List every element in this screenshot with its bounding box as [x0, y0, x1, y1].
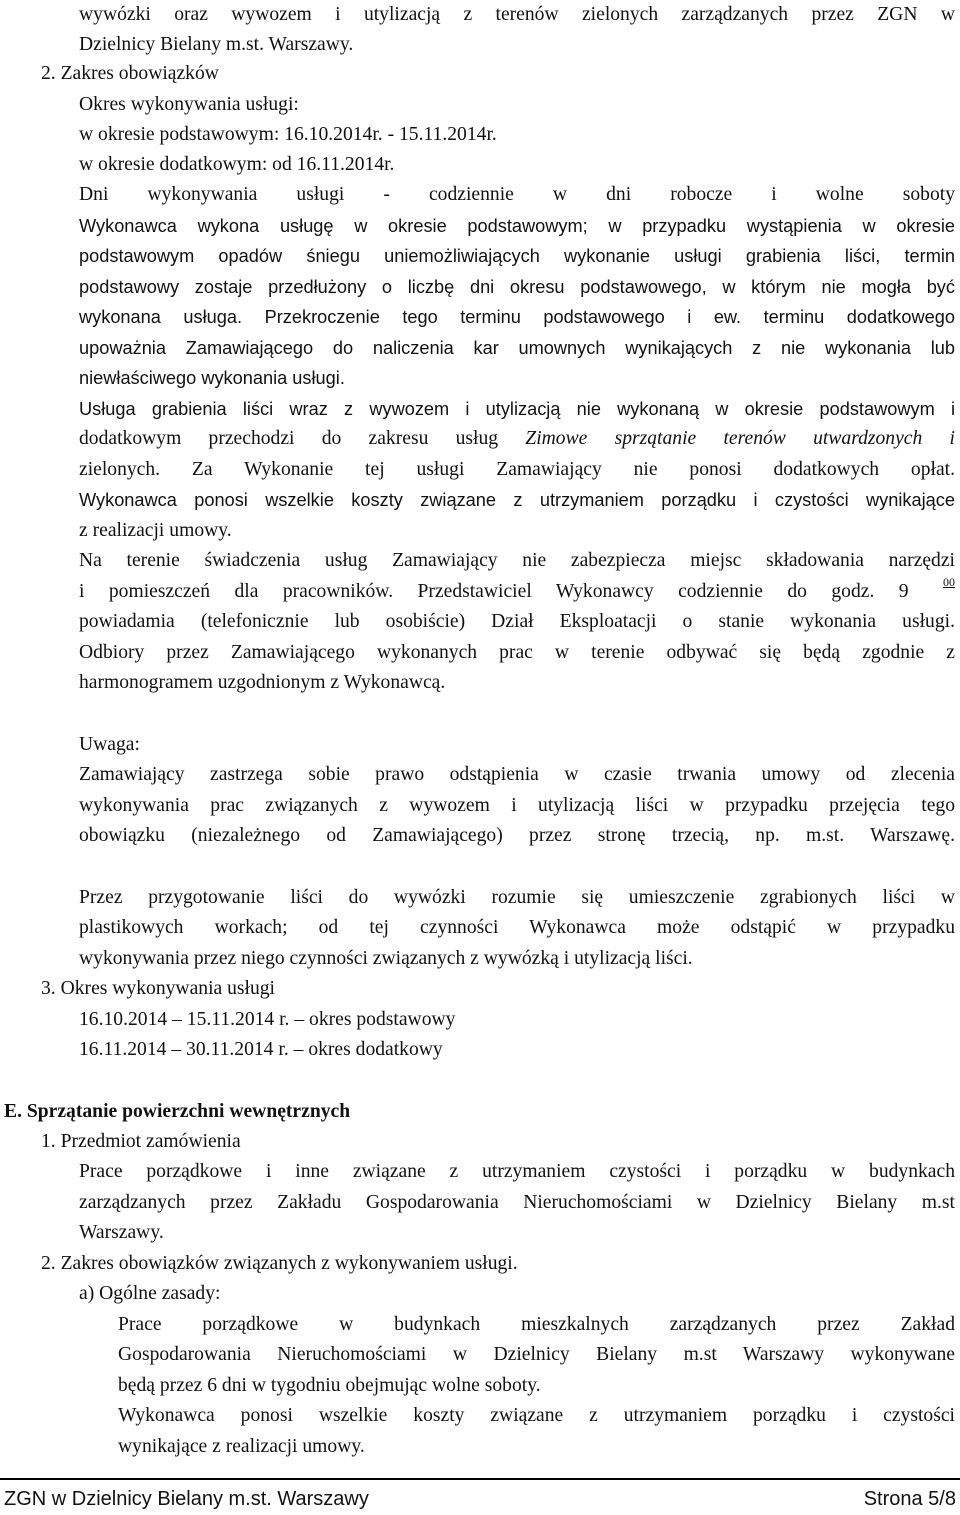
text-line: Warszawy. — [79, 1222, 164, 1243]
text-line: Gospodarowania Nieruchomościami w Dzielnicy Bielany m.st Warszawy wykonywane — [118, 1344, 955, 1365]
note-heading: Uwaga: — [79, 734, 140, 755]
text-line: Na terenie świadczenia usług Zamawiający nie zabezpiecza miejsc składowania narzędzi — [79, 550, 955, 571]
text-line: zielonych. Za Wykonanie tej usługi Zamawiający nie ponosi dodatkowych opłat. — [79, 459, 955, 480]
subsection-a-heading: a) Ogólne zasady: — [79, 1283, 221, 1304]
section-2-heading: 2. Zakres obowiązków — [41, 63, 219, 84]
text-line: Przez przygotowanie liści do wywózki rozumie się umieszczenie zgrabionych liści w — [79, 887, 955, 908]
text-line: z realizacji umowy. — [79, 520, 232, 541]
text-line: Prace porządkowe w budynkach mieszkalnych zarządzanych przez Zakład — [118, 1314, 955, 1335]
text-line: harmonogramem uzgodnionym z Wykonawcą. — [79, 672, 446, 693]
subsection-1-heading: 1. Przedmiot zamówienia — [41, 1131, 241, 1152]
section-e-heading: E. Sprzątanie powierzchni wewnętrznych — [4, 1101, 351, 1122]
text-line: 16.11.2014 – 30.11.2014 r. – okres dodatkowy — [79, 1039, 443, 1060]
text-line: wynikające z realizacji umowy. — [118, 1436, 365, 1457]
text-line: Wykonawca wykona usługę w okresie podstawowym; w przypadku wystąpienia w okresie — [79, 216, 955, 236]
text-line: i pomieszczeń dla pracowników. Przedstawiciel Wykonawcy codziennie do godz. 9 $^{00}$ — [79, 575, 955, 602]
text-line: podstawowym opadów śniegu uniemożliwiających wykonanie usługi grabienia liści, termin — [79, 246, 955, 266]
text-line: upoważnia Zamawiającego do naliczenia kar umownych wynikających z nie wykonania lub — [79, 338, 955, 358]
text-line: wykonana usługa. Przekroczenie tego terminu podstawowego i ew. terminu dodatkowego — [79, 307, 955, 327]
text-line: wykonywania przez niego czynności związanych z wywózką i utylizacją liści. — [79, 948, 693, 969]
text-line: niewłaściwego wykonania usługi. — [79, 368, 345, 388]
time-superscript: 00 — [943, 575, 955, 589]
text-line: 16.10.2014 – 15.11.2014 r. – okres podstawowy — [79, 1009, 456, 1030]
footer-divider — [0, 1478, 960, 1480]
text-line: Zamawiający zastrzega sobie prawo odstąpienia w czasie trwania umowy od zlecenia — [79, 764, 955, 785]
text-line: plastikowych workach; od tej czynności Wykonawca może odstąpić w przypadku — [79, 917, 955, 938]
text-line: wywózki oraz wywozem i utylizacją z terenów zielonych zarządzanych przez ZGN w — [79, 4, 955, 25]
text-line: Wykonawca ponosi wszelkie koszty związane z utrzymaniem porządku i czystości wynikające — [79, 490, 955, 510]
text-line: Okres wykonywania usługi: — [79, 94, 299, 115]
text-line: Prace porządkowe i inne związane z utrzymaniem czystości i porządku w budynkach — [79, 1161, 955, 1182]
text-line: powiadamia (telefonicznie lub osobiście) Dział Eksploatacji o stanie wykonania usługi. — [79, 611, 955, 632]
section-3-heading: 3. Okres wykonywania usługi — [41, 978, 276, 999]
text-line: będą przez 6 dni w tygodniu obejmując wolne soboty. — [118, 1375, 541, 1396]
text-line: Wykonawca ponosi wszelkie koszty związane z utrzymaniem porządku i czystości — [118, 1405, 955, 1426]
text-line: Odbiory przez Zamawiającego wykonanych prac w terenie odbywać się będą zgodnie z — [79, 642, 955, 663]
footer-page-number: Strona 5/8 — [863, 1488, 956, 1510]
text-line: Usługa grabienia liści wraz z wywozem i utylizacją nie wykonaną w okresie podstawowym i — [79, 399, 955, 419]
text-line: w okresie podstawowym: 16.10.2014r. - 15.11.2014r. — [79, 124, 497, 145]
text-line: podstawowy zostaje przedłużony o liczbę dni okresu podstawowego, w którym nie mogła być — [79, 277, 955, 297]
italic-term: Zimowe sprzątanie terenów utwardzonych i — [525, 428, 955, 449]
text-line: obowiązku (niezależnego od Zamawiającego) przez stronę trzecią, np. m.st. Warszawę. — [79, 825, 955, 846]
text-line: zarządzanych przez Zakładu Gospodarowania Nieruchomościami w Dzielnicy Bielany m.st — [79, 1192, 955, 1213]
text-line: dodatkowym przechodzi do zakresu usług Zimowe sprzątanie terenów utwardzonych i — [79, 428, 955, 449]
footer-left: ZGN w Dzielnicy Bielany m.st. Warszawy — [4, 1488, 369, 1510]
text-line: wykonywania prac związanych z wywozem i utylizacją liści w przypadku przejęcia tego — [79, 795, 955, 816]
text-line: w okresie dodatkowym: od 16.11.2014r. — [79, 154, 395, 175]
text-line: Dzielnicy Bielany m.st. Warszawy. — [79, 34, 354, 55]
text-line: Dni wykonywania usługi - codziennie w dni robocze i wolne soboty — [79, 184, 955, 205]
subsection-2-heading: 2. Zakres obowiązków związanych z wykonywaniem usługi. — [41, 1253, 518, 1274]
